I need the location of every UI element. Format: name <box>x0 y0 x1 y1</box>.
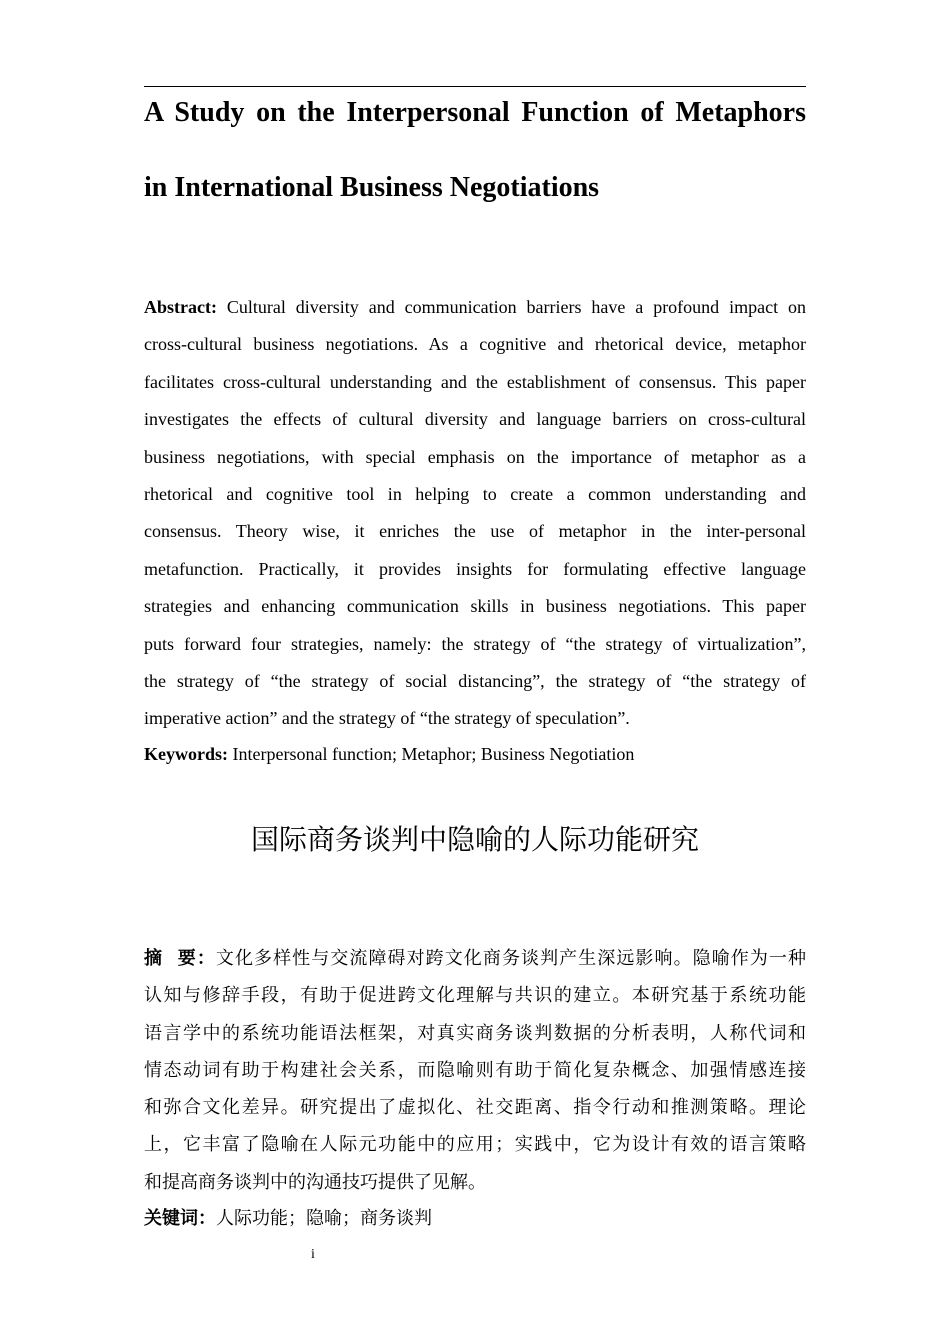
page-number: i <box>311 1247 315 1262</box>
keywords-text: Interpersonal function; Metaphor; Business Negotiation <box>228 744 635 764</box>
abstract-text: Cultural diversity and communication barriers have a profound impact on <box>216 297 806 317</box>
chinese-abstract <box>144 944 806 1205</box>
abstract-line: imperative action” and the strategy of “the strategy of speculation”. <box>144 708 630 729</box>
cn-abstract-text: 文化多样性与交流障碍对跨文化商务谈判产生深远影响。隐喻作为一种 <box>215 948 806 969</box>
abstract-line: facilitates cross-cultural understanding and the establishment of consensus. This paper <box>144 371 806 392</box>
english-abstract <box>144 292 806 741</box>
cn-keywords-label: 关键词： <box>144 1208 216 1229</box>
abstract-line: metafunction. Practically, it provides insights for formulating effective language <box>144 558 806 579</box>
chinese-title: 国际商务谈判中隐喻的人际功能研究 <box>250 823 699 856</box>
cn-abstract-line: 上，它丰富了隐喻在人际元功能中的应用；实践中，它为设计有效的语言策略 <box>144 1134 806 1156</box>
abstract-line: the strategy of “the strategy of social distancing”, the strategy of “the strategy of <box>144 670 806 691</box>
header-rule <box>144 86 806 87</box>
cn-abstract-label: 摘 要： <box>144 948 216 969</box>
abstract-line: strategies and enhancing communication skills in business negotiations. This paper <box>144 596 806 617</box>
cn-keywords-text: 人际功能；隐喻；商务谈判 <box>216 1208 432 1229</box>
cn-abstract-line: 认知与修辞手段，有助于促进跨文化理解与共识的建立。本研究基于系统功能 <box>144 985 806 1007</box>
abstract-label: Abstract: <box>144 297 217 317</box>
abstract-line: puts forward four strategies, namely: the strategy of “the strategy of virtualization”, <box>144 633 806 654</box>
cn-abstract-line: 语言学中的系统功能语法框架，对真实商务谈判数据的分析表明，人称代词和 <box>144 1022 806 1044</box>
chinese-keywords <box>144 1205 432 1233</box>
abstract-line: rhetorical and cognitive tool in helping to create a common understanding and <box>144 483 806 504</box>
keywords <box>144 740 634 768</box>
title-line-2: in International Business Negotiations <box>144 172 600 203</box>
cn-abstract-line: 和提高商务谈判中的沟通技巧提供了见解。 <box>144 1171 486 1193</box>
abstract-line: cross-cultural business negotiations. As a cognitive and rhetorical device, metaphor <box>144 334 806 355</box>
title-line-1: A Study on the Interpersonal Function of Metaphors <box>144 97 806 128</box>
abstract-line: investigates the effects of cultural diversity and language barriers on cross-cultural <box>144 409 806 430</box>
abstract-line: consensus. Theory wise, it enriches the use of metaphor in the inter-personal <box>144 521 806 542</box>
abstract-line: business negotiations, with special emphasis on the importance of metaphor as a <box>144 446 806 467</box>
keywords-label: Keywords: <box>144 744 228 764</box>
abstract-line <box>144 292 806 329</box>
cn-abstract-line <box>144 944 806 981</box>
cn-abstract-line: 和弥合文化差异。研究提出了虚拟化、社交距离、指令行动和推测策略。理论 <box>144 1097 806 1119</box>
cn-abstract-line: 情态动词有助于构建社会关系，而隐喻则有助于简化复杂概念、加强情感连接 <box>144 1059 806 1081</box>
